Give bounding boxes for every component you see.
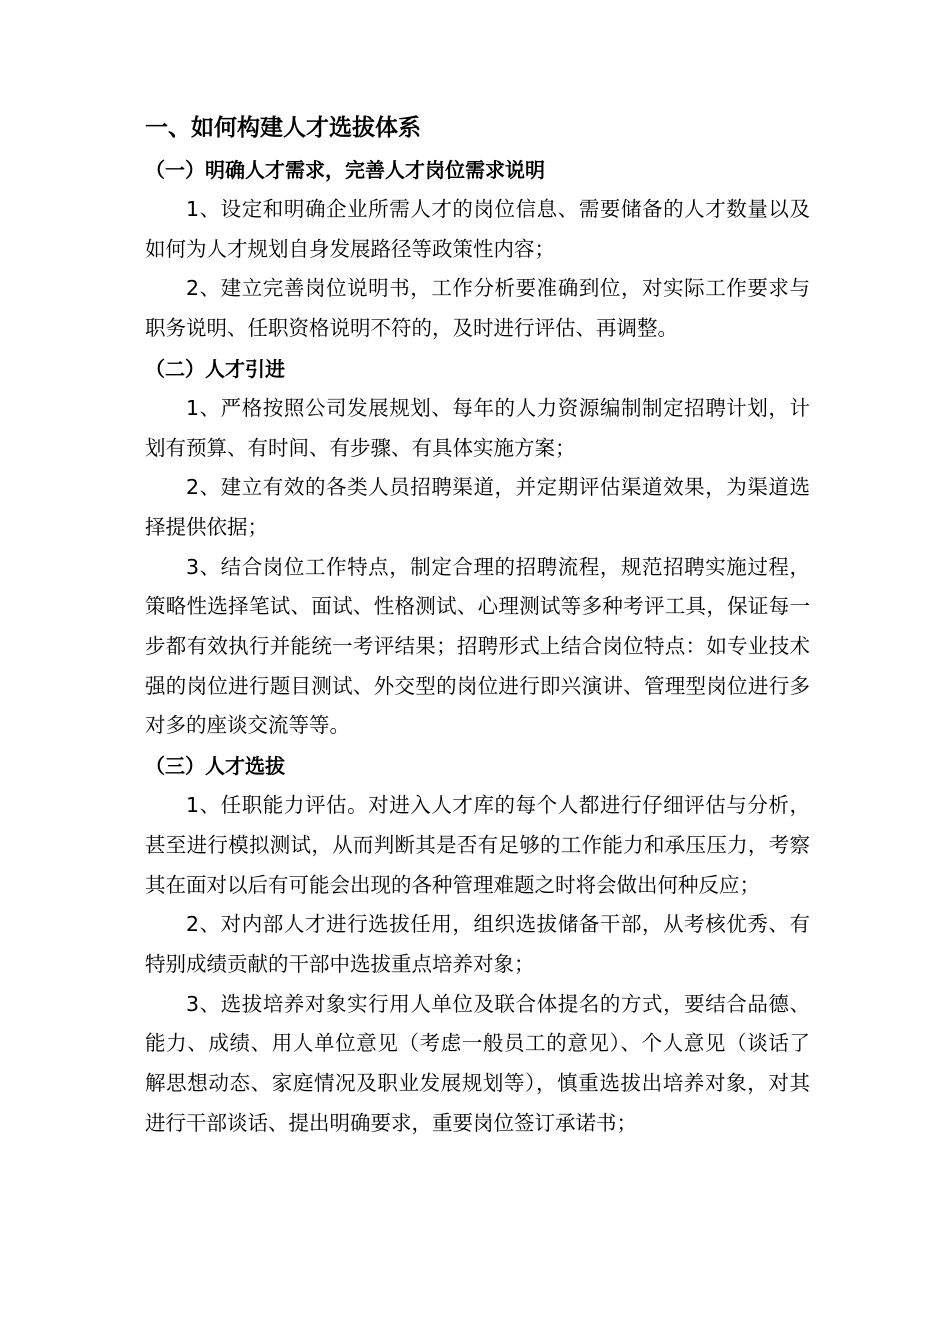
paragraph: 3、选拔培养对象实行用人单位及联合体提名的方式，要结合品德、能力、成绩、用人单位意见（考虑一般员工的意见）、个人意见（谈话了解思想动态、家庭情况及职业发展规划等），慎重选拔出培养对象，对其进行干部谈话、提出明确要求，重要岗位签订承诺书； <box>145 991 810 1135</box>
page-title: 一、如何构建人才选拔体系 <box>145 115 421 141</box>
section-requirements <box>145 150 810 349</box>
section-heading: （一）明确人才需求，完善人才岗位需求说明 <box>145 158 545 182</box>
paragraph: 2、建立完善岗位说明书，工作分析要准确到位，对实际工作要求与职务说明、任职资格说明不符的，及时进行评估、再调整。 <box>145 276 810 341</box>
paragraph: 1、设定和明确企业所需人才的岗位信息、需要储备的人才数量以及如何为人才规划自身发展路径等政策性内容； <box>145 197 810 261</box>
document-body <box>145 108 810 1143</box>
section-recruitment <box>145 349 810 746</box>
section-selection <box>145 746 810 1143</box>
paragraph: 2、对内部人才进行选拔任用，组织选拔储备干部，从考核优秀、有特别成绩贡献的干部中选拔重点培养对象； <box>145 912 810 976</box>
section-heading: （二）人才引进 <box>145 356 285 381</box>
paragraph: 1、任职能力评估。对进入人才库的每个人都进行仔细评估与分析，甚至进行模拟测试，从而判断其是否有足够的工作能力和承压压力，考察其在面对以后有可能会出现的各种管理难题之时将会做出何种反应； <box>145 793 810 897</box>
paragraph: 2、建立有效的各类人员招聘渠道，并定期评估渠道效果，为渠道选择提供依据； <box>145 475 810 539</box>
section-heading: （三）人才选拔 <box>145 754 285 779</box>
paragraph: 1、严格按照公司发展规划、每年的人力资源编制制定招聘计划，计划有预算、有时间、有步骤、有具体实施方案； <box>145 395 810 460</box>
paragraph: 3、结合岗位工作特点，制定合理的招聘流程，规范招聘实施过程，策略性选择笔试、面试、性格测试、心理测试等多种考评工具，保证每一步都有效执行并能统一考评结果；招聘形式上结合岗位特点：如专业技术强的岗位进行题目测试、外交型的岗位进行即兴演讲、管理型岗位进行多对多的座谈交流等等。 <box>145 554 810 738</box>
